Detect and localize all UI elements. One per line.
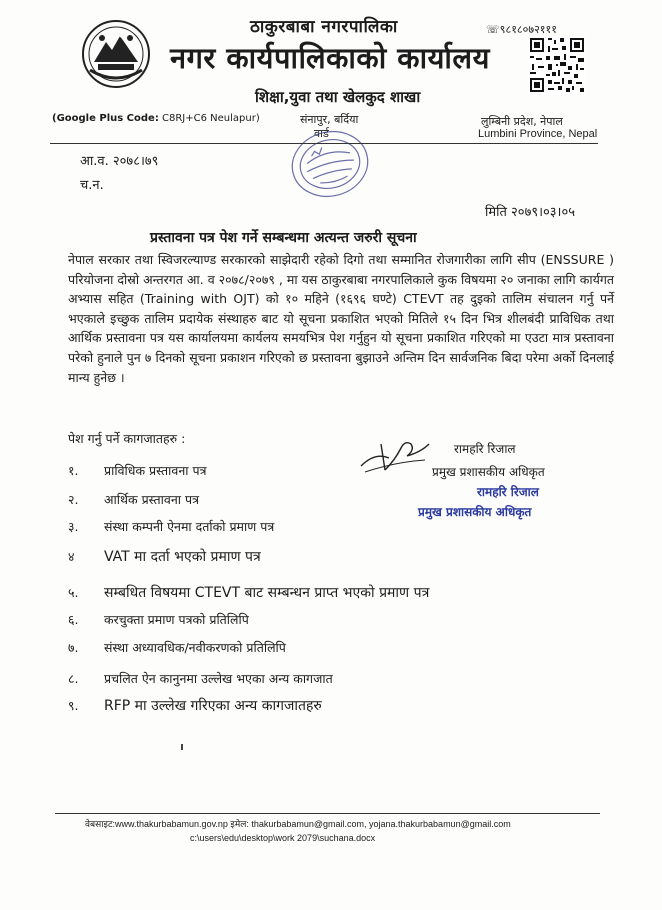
list-item: ५. सम्बधित विषयमा CTEVT बाट सम्बन्धन प्राप्त भएको प्रमाण पत्र xyxy=(68,585,430,601)
office-name: नगर कार्यपालिकाको कार्यालय xyxy=(170,41,490,75)
signatory-title: प्रमुख प्रशासकीय अधिकृत xyxy=(432,465,545,479)
list-item: २. आर्थिक प्रस्तावना पत्र xyxy=(68,492,200,507)
list-item: ७. संस्था अध्यावधिक/नवीकरणको प्रतिलिपि xyxy=(68,640,286,655)
seal-signatory-name: रामहरि रिजाल xyxy=(477,485,539,499)
letter-date: मिति २०७९।०३।०५ xyxy=(485,205,575,220)
province-english: Lumbini Province, Nepal xyxy=(478,128,598,140)
letter-subject: प्रस्तावना पत्र पेश गर्ने सम्बन्धमा अत्यन्त जरुरी सूचना xyxy=(150,230,417,246)
footer-file-path: c:\users\edu\desktop\work 2079\suchana.docx xyxy=(190,833,376,843)
stray-mark xyxy=(181,744,183,750)
documents-heading: पेश गर्नु पर्ने कागजातहरु : xyxy=(68,431,186,446)
google-plus-code: (Google Plus Code: C8RJ+C6 Neulapur) xyxy=(52,113,260,124)
footer-divider xyxy=(55,813,600,814)
municipality-name: ठाकुरबाबा नगरपालिका xyxy=(250,17,398,37)
address-line-1: संनापुर, बर्दिया xyxy=(300,113,359,126)
reference-number: च.न. xyxy=(80,178,104,193)
seal-signatory-title: प्रमुख प्रशासकीय अधिकृत xyxy=(418,505,532,519)
list-item: ९. RFP मा उल्लेख गरिएका अन्य कागजातहरु xyxy=(68,698,322,714)
address-line-2: वार्ड xyxy=(314,127,329,140)
fiscal-year: आ.व. २०७८।७९ xyxy=(80,154,159,169)
list-item: १. प्राविधिक प्रस्तावना पत्र xyxy=(68,463,207,478)
phone-number: ☏९८१८०७२१११ xyxy=(486,23,557,36)
office-stamp-icon xyxy=(288,122,372,206)
list-item: ३. संस्था कम्पनी ऐनमा दर्ताको प्रमाण पत्र xyxy=(68,519,275,534)
list-item: ४ VAT मा दर्ता भएको प्रमाण पत्र xyxy=(68,549,261,565)
handwritten-signature-icon xyxy=(355,430,435,480)
province-nepali: लुम्बिनी प्रदेश, नेपाल xyxy=(481,115,563,128)
section-name: शिक्षा,युवा तथा खेलकुद शाखा xyxy=(255,88,421,106)
list-item: ६. करचुक्ता प्रमाण पत्रको प्रतिलिपि xyxy=(68,612,249,627)
header-divider xyxy=(50,143,598,144)
footer-contact: वेबसाइट:www.thakurbabamun.gov.np इमेल: thakurbabamun@gmail.com, yojana.thakurbabamun@gmail.com xyxy=(85,819,511,829)
letter-body: नेपाल सरकार तथा स्विजरल्याण्ड सरकारको साझेदारी रहेको दिगो तथा सम्मानित रोजगारीका लागि सीप (ENSSURE ) परियोजना दोस्रो अन्तरगत आ. व २०७८/२०७९ , मा यस ठाकुरबाबा नगरपालिकाले कुक विषयमा २० जनाका लागि कार्यगत अभ्यास सहित (Training with OJT) को १० महिने (१६९६ घण्टे) CTEVT तह दुइको तालिम संचालन गर्नु पर्ने भएकाले इच्छुक तालिम प्रदायेक संस्थाहरु बाट यो सूचना प्रकाशित भएको मितिले १५ दिन भित्र शीलबंदी प्राविधिक तथा आर्थिक प्रस्तावना पत्र यस कार्यालयमा कार्यलय समयभित्र पेश गर्नुहुन यो सूचना प्रकाशित गरिएको मा एउटा मात्र प्रस्तावना परेको हुनाले पुन ७ दिनको सूचना प्रकाशन गरिएको छ प्रस्तावना बुझाउने अन्तिम दिन सार्वजनिक बिदा परेमा अर्को दिनलाई मान्य हुनेछ । xyxy=(68,252,614,385)
list-item: ८. प्रचलित ऐन कानुनमा उल्लेख भएका अन्य कागजात xyxy=(68,671,333,686)
signatory-name: रामहरि रिजाल xyxy=(454,442,516,456)
qr-code-icon xyxy=(528,36,586,94)
nepal-emblem-icon xyxy=(80,18,152,90)
